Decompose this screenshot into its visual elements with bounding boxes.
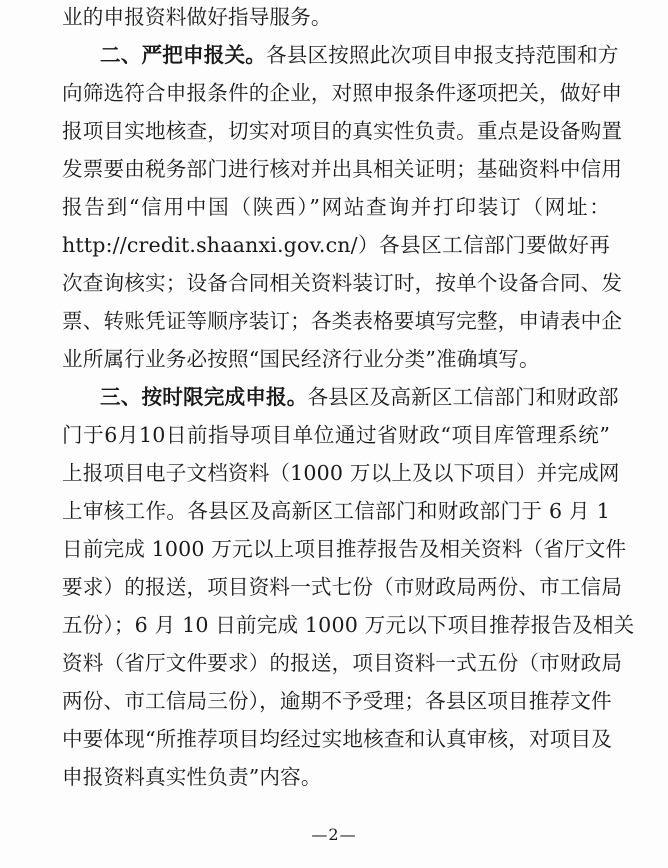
section-two-heading: 二、严把申报关。 [100,43,266,67]
text-line [62,194,610,220]
line-text: 向筛选符合申报条件的企业，对照申报条件逐项把关，做好申 [62,81,623,105]
line-text: 发票要由税务部门进行核对并出具相关证明；基础资料中信用 [62,157,623,181]
text-line [62,574,623,600]
line-text: 上报项目电子文档资料（1000 万以上及以下项目）并完成网 [62,461,620,485]
line-text: 各县区及高新区工信部门和财政部 [307,385,619,409]
text-line [62,612,635,638]
text-line [62,4,610,30]
line-text: 报项目实地核查，切实对项目的真实性负责。重点是设备购置 [62,119,623,143]
line-text: 中要体现“所推荐项目均经过实地核查和认真审核，对项目及 [62,727,613,751]
section-three-heading-line [100,384,619,410]
line-text: 申报资料真实性负责”内容。 [62,765,322,789]
line-text: 五份）；6 月 10 日前完成 1000 万元以下项目推荐报告及相关 [62,613,635,637]
line-text: 业的申报资料做好指导服务。 [62,5,332,29]
line-text: 报告到“信用中国（陕西）”网站查询并打印装订（网址： [62,195,610,219]
text-line [62,80,623,106]
line-text: 次查询核实；设备合同相关资料装订时，按单个设备合同、发 [62,271,623,295]
line-text: 业所属行业务必按照“国民经济行业分类”准确填写。 [62,347,540,371]
page-number: —2— [311,825,357,844]
url-line [62,232,610,258]
text-line [62,726,613,752]
text-line [62,498,610,524]
line-text: 日前完成 1000 万元以上项目推荐报告及相关资料（省厅文件 [62,537,627,561]
text-line [62,270,623,296]
line-text: 上审核工作。各县区及高新区工信部门和财政部门于 6 月 1 [62,499,610,523]
line-text: 票、转账凭证等顺序装订；各类表格要填写完整，申请表中企 [62,309,623,333]
line-text: 各县区按照此次项目申报支持范围和方 [265,43,619,67]
text-line [62,650,623,676]
line-text: 要求）的报送，项目资料一式七份（市财政局两份、市工信局 [62,575,623,599]
section-three-heading: 三、按时限完成申报。 [100,385,308,409]
text-line [62,688,610,714]
text-line [62,346,610,372]
text-line [62,118,623,144]
line-text: http://credit.shaanxi.gov.cn/）各县区工信部门要做好再 [62,233,610,257]
line-text: 门于6月10日前指导项目单位通过省财政“项目库管理系统” [62,423,610,447]
text-line [62,156,623,182]
line-text: 两份、市工信局三份），逾期不予受理；各县区项目推荐文件 [62,689,612,713]
text-line [62,764,610,790]
text-line [62,460,620,486]
text-line [62,308,623,334]
line-text: 资料（省厅文件要求）的报送，项目资料一式五份（市财政局 [62,651,623,675]
text-line [62,422,610,448]
text-line [62,536,627,562]
section-two-heading-line [100,42,619,68]
